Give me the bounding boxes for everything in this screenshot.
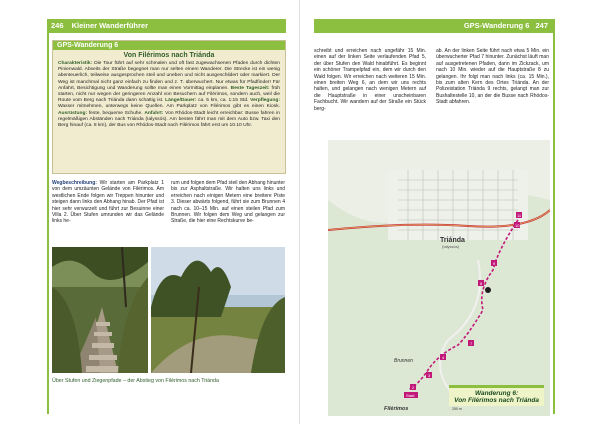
info-box-title: Von Filérimos nach Triánda bbox=[123, 52, 215, 59]
text-laenge: ca. 5 km, ca. 1:15 Std. bbox=[196, 98, 251, 104]
svg-text:7: 7 bbox=[470, 341, 473, 346]
map-graphic bbox=[328, 140, 550, 416]
right-page-number: 247 bbox=[535, 21, 548, 30]
text-tageszeit: früh starten, nicht nur wegen der geringeren Anzahl von Besuchern auf Filérimos, sondern auch, weil die Route vom Berg nach Triánda dann schattig ist. bbox=[58, 85, 280, 104]
left-header bbox=[47, 19, 286, 33]
svg-text:8: 8 bbox=[480, 281, 483, 286]
map-filerimos-label: Filérimos bbox=[384, 406, 409, 412]
wegbeschreibung-label: Wegbeschreibung: bbox=[52, 180, 97, 186]
svg-text:3: 3 bbox=[428, 373, 431, 378]
text-charakteristik: Die Tour führt auf sehr schmalen und oft fast zugewachsenen Pfaden durch dichten Pinienwald. Abseits der Straße begegnet man nur selten einem Wanderer. Die Strecke ist ein wenig abenteuerlich, teilweise ausgesprochen steil und uneben und nicht ausgeschildert oder markiert. Der Weg ist manchmal nicht ganz einfach zu finden und z. T. überwuchert. Nur etwas für Pfadfinder! Für Anfahrt, Besichtigung und Wanderung sollte man einen Vormittag einplanen. bbox=[58, 61, 280, 91]
label-tageszeit: Beste Tageszeit: bbox=[230, 85, 270, 91]
map-title-box bbox=[449, 385, 544, 406]
label-ausruestung: Ausrüstung: bbox=[58, 110, 88, 116]
right-col-1: schreibt und erreichen nach ungefähr 15 Min. einen auf der linken Seite verlaufenden Pfad 5, der über Stufen den Wald hinabführt. Es beginnt ein schöner Trampelpfad ein, dem wir durch den Wald folgen. Wir erreichen nach weiteren 15 Min. einen breiten Weg 6, an dem wir uns rechts halten, und gelangen nach wenigen Metern auf die Hauptstraße in einer unscheinbaren Fachbucht. Wir wandern auf der Straße ein Stück berg- bbox=[314, 48, 426, 112]
svg-text:4: 4 bbox=[442, 355, 445, 360]
svg-text:2: 2 bbox=[412, 385, 415, 390]
info-box bbox=[52, 40, 286, 174]
label-laenge: Länge/Dauer: bbox=[165, 98, 197, 104]
text-verpflegung: Wasser mitnehmen, unterwegs keine Quellen. Am Parkplatz von Filérimos gibt es einen Kiosk. bbox=[58, 104, 280, 110]
left-col-1 bbox=[52, 180, 164, 225]
right-header-title: GPS-Wanderung 6 bbox=[463, 21, 530, 30]
text-ausruestung: feste, bequeme Schuhe. bbox=[87, 110, 145, 116]
map-brunnen-label: Brunnen bbox=[394, 358, 413, 364]
right-sidebar-stripe bbox=[553, 19, 555, 414]
map-town-label: Triánda bbox=[440, 237, 465, 244]
text-anfahrt: Von Rhódos-Stadt leicht erreichbar: Busse fahren in regelmäßigen Abständen nach Triánda (Ialyssós). Am besten fährt man mit dem Auto bzw. Taxi den Berg hinauf (ca. 8 km), der Bus von Rhódos-Stadt nach Filérimos fährt erst um 10.10 Uhr. bbox=[58, 110, 280, 129]
left-sidebar-stripe bbox=[47, 19, 49, 414]
left-header-title: Kleiner Wanderführer bbox=[71, 21, 149, 30]
right-page bbox=[300, 0, 600, 424]
svg-text:Start: Start bbox=[406, 393, 415, 398]
label-charakteristik: Charakteristik: bbox=[58, 61, 93, 66]
left-page-number: 246 bbox=[51, 21, 64, 30]
svg-text:11: 11 bbox=[517, 213, 522, 218]
left-col-2: rum und folgen dem Pfad steil den Abhang hinunter bis zur Asphaltstraße. Wir halten uns links und erreichen nach einigen Metern eine breitere Piste 3. Dieser abwärts folgend, führt sie zum Brunnen 4 nach ca. 10–15 Min. auf einen steilen Pfad zum Brunnen. Wir folgen dem Weg und gelangen zur Straße, die hier eine Rechtskurve be- bbox=[171, 180, 285, 225]
svg-text:9: 9 bbox=[493, 261, 496, 266]
walker-icon bbox=[485, 287, 491, 293]
map-title-line2: Von Filérimos nach Triánda bbox=[454, 397, 539, 404]
photo-stone-steps bbox=[52, 247, 148, 373]
right-header bbox=[314, 19, 554, 33]
map-town-sub: (Ialyssós) bbox=[442, 244, 460, 249]
map-scale-label: 250 m bbox=[452, 407, 462, 411]
label-verpflegung: Verpflegung: bbox=[250, 98, 280, 104]
photo-pine-view bbox=[151, 247, 285, 373]
right-col-2: ab. An der linken Seite führt nach etwa 5 Min. ein überwucherter Pfad 7 hinunter. Zunächst läuft man auf ausgetretenen Pfaden, dann im Zickzack, um nach 10 Min. wieder auf die Hauptstraße 8 zu gelangen. Ihr folgt man nach links (ca. 15 Min.), bis zum alten Kern des Ortes Triánda. An der Polizeistation Triánda 9 rechts, gelangt man zur Bushaltestelle 10, an der die Busse nach Rhódos-Stadt abfahren. bbox=[436, 48, 549, 106]
photo-caption: Über Stufen und Ziegenpfade – der Abstieg von Filérimos nach Triánda bbox=[52, 378, 219, 384]
map-title-line1: Wanderung 6: bbox=[474, 390, 519, 397]
info-box-text bbox=[53, 60, 285, 130]
info-box-tab: GPS-Wanderung 6 bbox=[53, 41, 285, 50]
left-col-1-text: Wir starten am Parkplatz 1 von dem umzäunten Gelände von Filérimos. Am westlichen Ende folgen wir Treppen hinunter und steigen dann links den Abhang hinab. Der Pfad ist hier sehr verwurzelt und führt zur Besuinne einer Villa 2. Über Stufen umrunden wir das Gelände links he- bbox=[52, 180, 164, 225]
label-anfahrt: Anfahrt: bbox=[144, 110, 164, 116]
svg-text:10: 10 bbox=[515, 223, 520, 228]
route-map bbox=[328, 140, 550, 416]
